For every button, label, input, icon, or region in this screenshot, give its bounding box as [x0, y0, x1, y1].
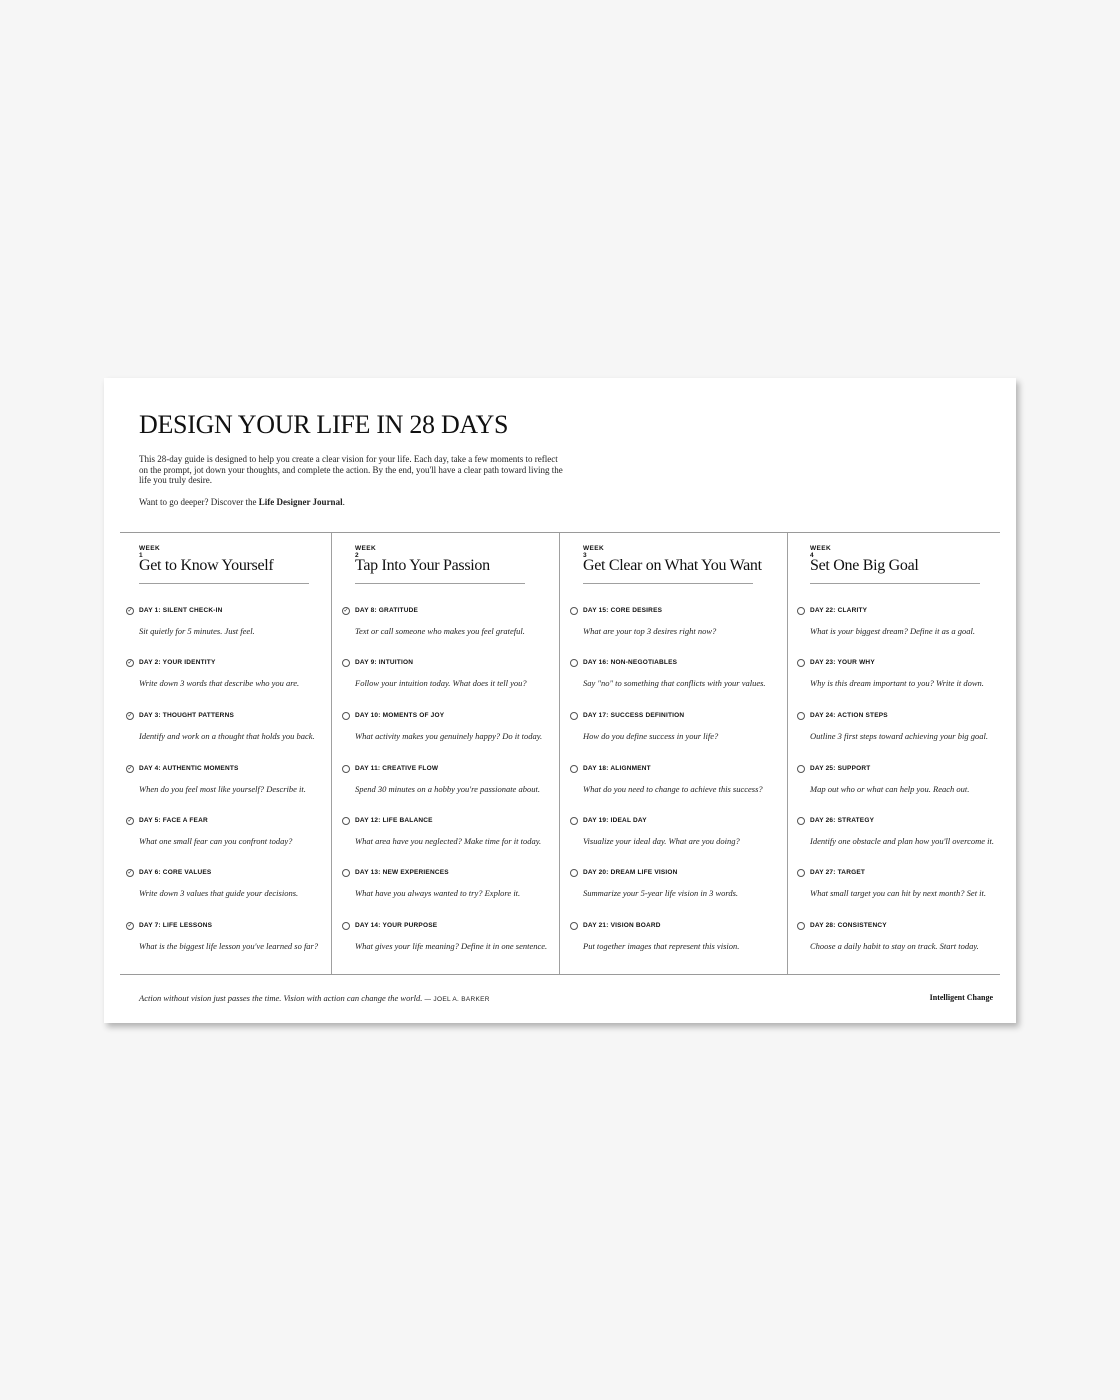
journal-link[interactable]: Life Designer Journal [258, 497, 343, 507]
day-prompt: Put together images that represent this vision. [583, 941, 740, 951]
day-item [355, 869, 575, 898]
week-title-underline [139, 583, 309, 584]
day-prompt: What area have you neglected? Make time for it today. [355, 836, 542, 846]
day-prompt: When do you feel most like yourself? Describe it. [139, 784, 306, 794]
empty-circle-icon[interactable] [342, 922, 350, 930]
day-label: DAY 16: NON-NEGOTIABLES [583, 659, 678, 666]
empty-circle-icon[interactable] [570, 765, 578, 773]
day-item [355, 922, 575, 951]
empty-circle-icon[interactable] [570, 869, 578, 877]
week-label: WEEK 1 [139, 545, 161, 559]
day-prompt: Why is this dream important to you? Write it down. [810, 678, 984, 688]
empty-circle-icon[interactable] [342, 869, 350, 877]
day-label: DAY 14: YOUR PURPOSE [355, 922, 438, 929]
day-prompt: What is the biggest life lesson you've learned so far? [139, 941, 319, 951]
checked-circle-icon[interactable]: ✓ [127, 817, 133, 824]
empty-circle-icon[interactable] [342, 712, 350, 720]
day-prompt: What gives your life meaning? Define it in one sentence. [355, 941, 548, 951]
day-label: DAY 18: ALIGNMENT [583, 765, 651, 772]
week-label: WEEK 4 [810, 545, 832, 559]
day-label: DAY 23: YOUR WHY [810, 659, 875, 666]
day-label: DAY 2: YOUR IDENTITY [139, 659, 216, 666]
day-label: DAY 17: SUCCESS DEFINITION [583, 712, 685, 719]
week-label: WEEK 2 [355, 545, 377, 559]
day-prompt: What is your biggest dream? Define it as a goal. [810, 626, 975, 636]
day-item [810, 922, 1030, 951]
day-prompt: Choose a daily habit to stay on track. Start today. [810, 941, 979, 951]
column-divider [559, 533, 560, 974]
day-prompt: What have you always wanted to try? Explore it. [355, 888, 521, 898]
footer-quote [139, 993, 490, 1003]
empty-circle-icon[interactable] [570, 659, 578, 667]
brand-logo: Intelligent Change [929, 993, 993, 1002]
day-item [583, 659, 803, 688]
day-label: DAY 3: THOUGHT PATTERNS [139, 712, 235, 719]
day-prompt: Map out who or what can help you. Reach out. [810, 784, 970, 794]
day-label: DAY 5: FACE A FEAR [139, 817, 208, 824]
empty-circle-icon[interactable] [570, 922, 578, 930]
day-prompt: Write down 3 words that describe who you are. [139, 678, 300, 688]
checked-circle-icon[interactable]: ✓ [127, 712, 133, 719]
day-prompt: How do you define success in your life? [583, 731, 719, 741]
empty-circle-icon[interactable] [797, 922, 805, 930]
day-prompt: Outline 3 first steps toward achieving your big goal. [810, 731, 988, 741]
day-item [355, 765, 575, 794]
day-item [355, 659, 575, 688]
day-prompt: Text or call someone who makes you feel grateful. [355, 626, 525, 636]
day-item [583, 712, 803, 741]
day-item [810, 869, 1030, 898]
go-deeper-line [139, 497, 345, 507]
empty-circle-icon[interactable] [797, 765, 805, 773]
day-label: DAY 9: INTUITION [355, 659, 414, 666]
week-title: Set One Big Goal [810, 557, 919, 574]
day-item [810, 607, 1030, 636]
checked-circle-icon[interactable]: ✓ [343, 607, 349, 614]
day-prompt: Spend 30 minutes on a hobby you're passionate about. [355, 784, 540, 794]
bottom-divider [120, 974, 1000, 975]
empty-circle-icon[interactable] [342, 659, 350, 667]
day-item [127, 659, 359, 688]
go-deeper-prefix: Want to go deeper? Discover the [139, 497, 259, 507]
week-title-underline [810, 583, 980, 584]
column-divider [787, 533, 788, 974]
day-prompt: Say "no" to something that conflicts with your values. [583, 678, 766, 688]
page-title: DESIGN YOUR LIFE IN 28 DAYS [139, 410, 509, 439]
day-prompt: What one small fear can you confront today? [139, 836, 293, 846]
day-prompt: What are your top 3 desires right now? [583, 626, 717, 636]
empty-circle-icon[interactable] [342, 765, 350, 773]
day-item [127, 765, 359, 794]
empty-circle-icon[interactable] [342, 817, 350, 825]
day-label: DAY 8: GRATITUDE [355, 607, 419, 614]
intro-paragraph: This 28-day guide is designed to help you create a clear vision for your life. Each day, take a few moments to reflect on the prompt, jot down your thoughts, and complete the action. By the end, you'll have a clear path toward living the life you truly desire. [139, 454, 563, 485]
day-label: DAY 20: DREAM LIFE VISION [583, 869, 678, 876]
top-divider [120, 532, 1000, 533]
day-item [810, 765, 1030, 794]
guide-sheet [104, 378, 1016, 1023]
go-deeper-suffix: . [342, 497, 345, 507]
empty-circle-icon[interactable] [797, 817, 805, 825]
week-title: Get Clear on What You Want [583, 557, 762, 574]
week-title: Get to Know Yourself [139, 557, 274, 574]
day-item [583, 607, 803, 636]
day-prompt: Write down 3 values that guide your decisions. [139, 888, 299, 898]
day-prompt: Identify and work on a thought that holds you back. [139, 731, 315, 741]
day-label: DAY 24: ACTION STEPS [810, 712, 888, 719]
day-prompt: What activity makes you genuinely happy? Do it today. [355, 731, 543, 741]
day-label: DAY 28: CONSISTENCY [810, 922, 887, 929]
day-label: DAY 25: SUPPORT [810, 765, 871, 772]
day-item [355, 817, 575, 846]
week-title: Tap Into Your Passion [355, 557, 490, 574]
checked-circle-icon[interactable]: ✓ [127, 765, 133, 772]
day-item [583, 765, 803, 794]
day-label: DAY 22: CLARITY [810, 607, 868, 614]
checked-circle-icon[interactable]: ✓ [127, 659, 133, 666]
day-prompt: Identify one obstacle and plan how you'll overcome it. [810, 836, 994, 846]
day-label: DAY 15: CORE DESIRES [583, 607, 663, 614]
day-label: DAY 13: NEW EXPERIENCES [355, 869, 449, 876]
day-label: DAY 12: LIFE BALANCE [355, 817, 433, 824]
day-item [127, 712, 359, 741]
empty-circle-icon[interactable] [797, 712, 805, 720]
day-item [810, 817, 1030, 846]
day-item [127, 817, 359, 846]
empty-circle-icon[interactable] [570, 712, 578, 720]
day-prompt: Sit quietly for 5 minutes. Just feel. [139, 626, 255, 636]
day-item [583, 922, 803, 951]
empty-circle-icon[interactable] [570, 607, 578, 615]
day-prompt: What small target you can hit by next month? Set it. [810, 888, 987, 898]
day-item [583, 869, 803, 898]
day-item [127, 869, 359, 898]
day-prompt: Follow your intuition today. What does it tell you? [355, 678, 527, 688]
day-item [810, 659, 1030, 688]
day-item [343, 607, 575, 636]
day-item [810, 712, 1030, 741]
day-label: DAY 19: IDEAL DAY [583, 817, 647, 824]
day-label: DAY 1: SILENT CHECK-IN [139, 607, 223, 614]
day-item [127, 607, 359, 636]
day-label: DAY 4: AUTHENTIC MOMENTS [139, 765, 239, 772]
column-divider [331, 533, 332, 974]
day-prompt: What do you need to change to achieve this success? [583, 784, 763, 794]
day-label: DAY 7: LIFE LESSONS [139, 922, 213, 929]
week-label: WEEK 3 [583, 545, 605, 559]
empty-circle-icon[interactable] [570, 817, 578, 825]
day-item [355, 712, 575, 741]
day-prompt: Visualize your ideal day. What are you doing? [583, 836, 740, 846]
empty-circle-icon[interactable] [797, 869, 805, 877]
quote-text: Action without vision just passes the time. Vision with action can change the world. [139, 993, 423, 1003]
day-label: DAY 11: CREATIVE FLOW [355, 765, 439, 772]
checked-circle-icon[interactable]: ✓ [127, 922, 133, 929]
checked-circle-icon[interactable]: ✓ [127, 607, 133, 614]
day-label: DAY 26: STRATEGY [810, 817, 875, 824]
week-title-underline [583, 583, 753, 584]
day-item [583, 817, 803, 846]
empty-circle-icon[interactable] [797, 607, 805, 615]
day-label: DAY 6: CORE VALUES [139, 869, 212, 876]
week-title-underline [355, 583, 525, 584]
day-label: DAY 27: TARGET [810, 869, 866, 876]
checked-circle-icon[interactable]: ✓ [127, 869, 133, 876]
day-item [127, 922, 359, 951]
quote-author: — JOEL A. BARKER [424, 996, 490, 1003]
day-prompt: Summarize your 5-year life vision in 3 words. [583, 888, 739, 898]
day-label: DAY 10: MOMENTS OF JOY [355, 712, 445, 719]
empty-circle-icon[interactable] [797, 659, 805, 667]
day-label: DAY 21: VISION BOARD [583, 922, 661, 929]
